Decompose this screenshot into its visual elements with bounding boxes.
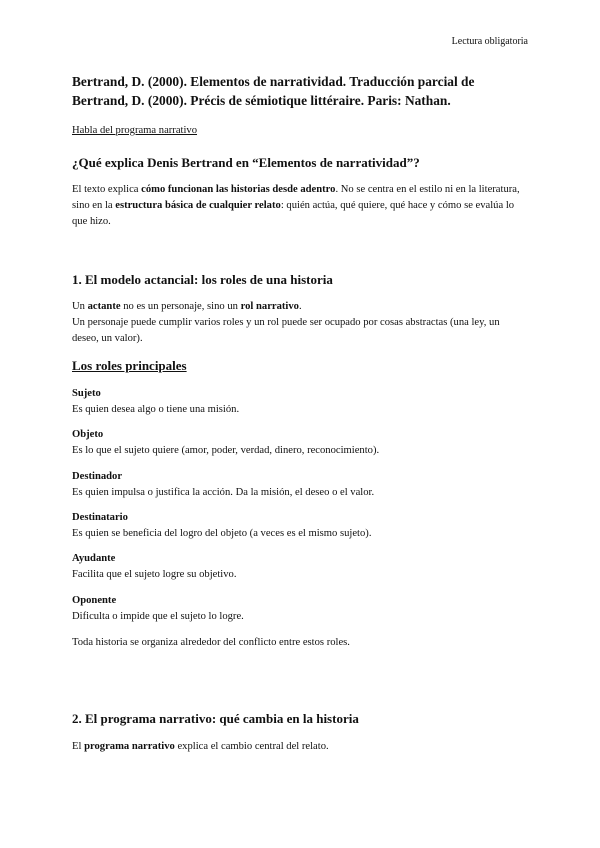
role-description: Es quien impulsa o justifica la acción. Da la misión, el deseo o el valor.: [72, 487, 375, 498]
section2-text-1: El: [72, 741, 85, 752]
role-name: Sujeto: [72, 388, 101, 399]
section1-heading: 1. El modelo actancial: los roles de una historia: [72, 272, 333, 287]
role-name: Oponente: [72, 595, 117, 606]
role-description: Facilita que el sujeto logre su objetivo.: [72, 569, 237, 580]
intro-bold-2: estructura básica de cualquier relato: [115, 200, 281, 211]
role-item: [72, 469, 528, 501]
roles-heading: Los roles principales: [72, 358, 187, 373]
section1-text-3: .: [298, 301, 302, 312]
section1-text-2: no es un personaje, sino un: [120, 301, 241, 312]
section2-heading: 2. El programa narrativo: qué cambia en la historia: [72, 711, 359, 726]
intro-paragraph: [72, 182, 528, 230]
section1-line-1: [72, 299, 528, 315]
role-item: [72, 551, 528, 583]
role-item: [72, 510, 528, 542]
header-note: Lectura obligatoria: [451, 36, 528, 47]
section2-bold-1: programa narrativo: [84, 741, 175, 752]
role-description: Es quien desea algo o tiene una misión.: [72, 404, 240, 415]
role-item: [72, 386, 528, 418]
section1-paragraph: [72, 299, 528, 347]
section1-line-2: Un personaje puede cumplir varios roles y un rol puede ser ocupado por cosas abstractas (una ley, un deseo, un valor).: [72, 317, 500, 344]
citation: Bertrand, D. (2000). Elementos de narratividad. Traducción parcial de Bertrand, D. (2000). Précis de sémiotique littéraire. Paris: Nathan.: [72, 74, 475, 108]
role-description: Dificulta o impide que el sujeto lo logre.: [72, 611, 244, 622]
intro-text-1: El texto explica: [72, 184, 142, 195]
role-name: Destinador: [72, 471, 123, 482]
role-item: [72, 593, 528, 625]
role-description: Es quien se beneficia del logro del objeto (a veces es el mismo sujeto).: [72, 528, 372, 539]
section1-bold-2: rol narrativo: [240, 301, 299, 312]
role-name: Objeto: [72, 429, 104, 440]
role-item: [72, 427, 528, 459]
section1-text-1: Un: [72, 301, 88, 312]
intro-text-2: . No se centra en el estilo ni en la literatura, sino en la: [72, 184, 520, 211]
role-name: Ayudante: [72, 553, 116, 564]
question-heading: ¿Qué explica Denis Bertrand en “Elementos de narratividad”?: [72, 155, 420, 170]
section1-bold-1: actante: [87, 301, 121, 312]
intro-bold-1: cómo funcionan las historias desde adentro: [141, 184, 336, 195]
role-description: Es lo que el sujeto quiere (amor, poder, verdad, dinero, reconocimiento).: [72, 445, 380, 456]
section1-closing: Toda historia se organiza alrededor del conflicto entre estos roles.: [72, 637, 350, 648]
subtitle: Habla del programa narrativo: [72, 125, 198, 136]
role-name: Destinatario: [72, 512, 128, 523]
section2-paragraph: [72, 739, 528, 755]
intro-text-3: : quién actúa, qué quiere, qué hace y cómo se evalúa lo que hizo.: [72, 200, 515, 227]
section2-text-2: explica el cambio central del relato.: [174, 741, 329, 752]
